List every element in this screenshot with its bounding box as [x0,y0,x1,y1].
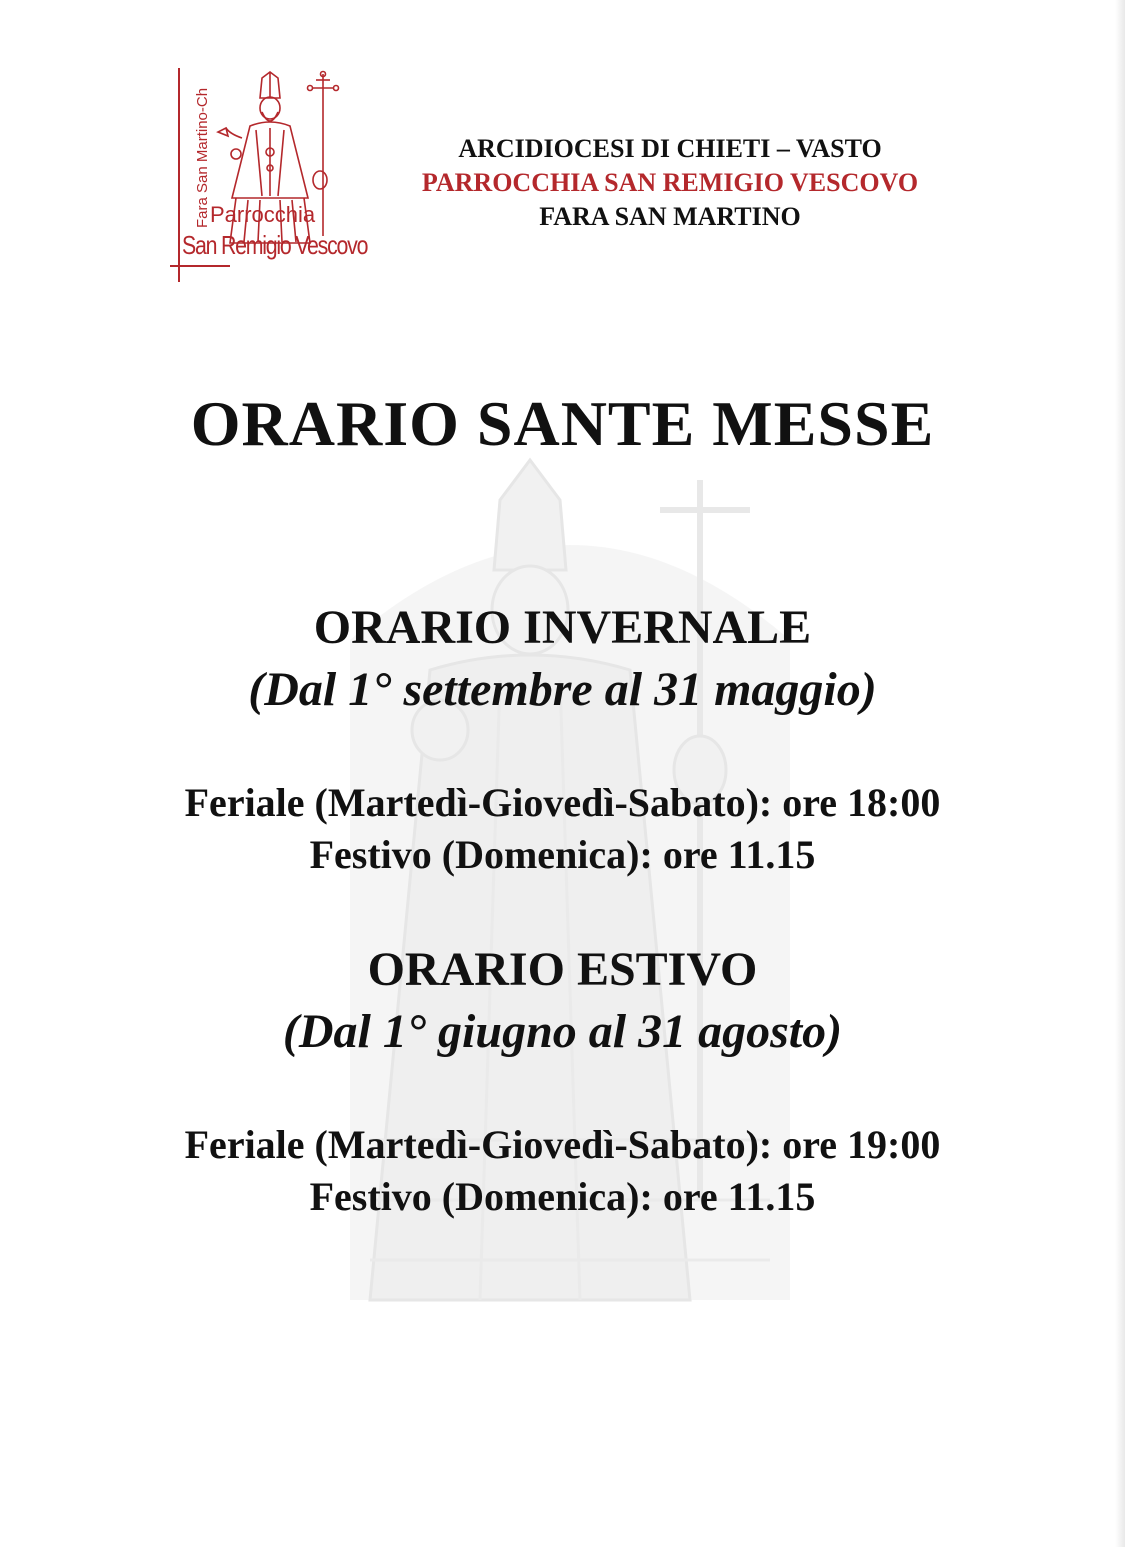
summer-holiday-schedule: Festivo (Domenica): ore 11.15 [309,1174,816,1219]
header-block [370,132,970,234]
logo-vertical-text: Fara San Martino-Ch [194,87,211,228]
winter-range: (Dal 1° settembre al 31 maggio) [248,663,877,716]
winter-weekday-schedule: Feriale (Martedì-Giovedì-Sabato): ore 18:00 [184,780,941,825]
page-title: ORARIO SANTE MESSE [190,388,935,459]
archdiocese-line: ARCIDIOCESI DI CHIETI – VASTO [458,134,882,163]
summer-range: (Dal 1° giugno al 31 agosto) [282,1005,843,1058]
parish-logo [170,68,368,288]
parish-line: PARROCCHIA SAN REMIGIO VESCOVO [421,168,919,197]
winter-holiday-schedule: Festivo (Domenica): ore 11.15 [309,832,816,877]
summer-title: ORARIO ESTIVO [367,943,758,996]
summer-weekday-schedule: Feriale (Martedì-Giovedì-Sabato): ore 19:00 [184,1122,941,1167]
page-edge [1115,0,1125,1547]
town-line: FARA SAN MARTINO [539,202,801,231]
logo-parrocchia-text: Parrocchia [210,202,316,227]
logo-parish-name: San Remigio Vescovo [182,230,368,260]
winter-title: ORARIO INVERNALE [313,601,812,654]
